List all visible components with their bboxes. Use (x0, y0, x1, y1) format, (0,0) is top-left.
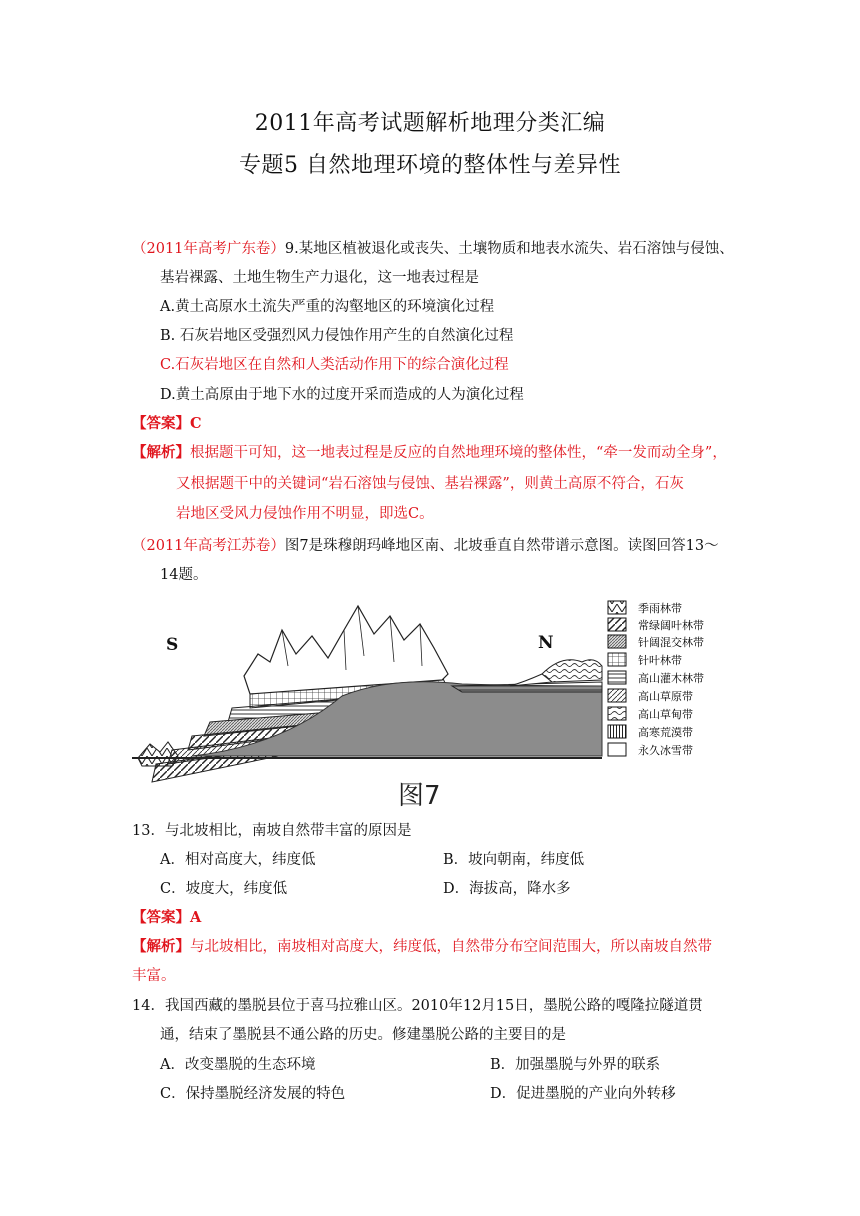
q9-option-a: A.黄土高原水土流失严重的沟壑地区的环境演化过程 (160, 299, 495, 315)
legend-label: 高山草甸带 (638, 708, 693, 721)
q9-source: （2011年高考广东卷） (132, 241, 285, 257)
legend-swatch (608, 707, 626, 720)
q9-option-b: B. 石灰岩地区受强烈风力侵蚀作用产生的自然演化过程 (160, 328, 514, 344)
doc-subtitle: 专题5 自然地理环境的整体性与差异性 (239, 153, 621, 178)
q9-option-d: D.黄土高原由于地下水的过度开采而造成的人为演化过程 (160, 387, 524, 403)
js-intro-line1 (132, 536, 719, 556)
legend-label: 季雨林带 (638, 602, 682, 615)
figure-caption: 图7 (398, 781, 441, 810)
legend-label: 针叶林带 (638, 654, 682, 667)
q9-explanation-line1 (132, 443, 727, 463)
q9-explanation-line3: 岩地区受风力侵蚀作用不明显，即选C。 (176, 506, 434, 522)
js-source: （2011年高考江苏卷） (132, 538, 285, 554)
q13-explanation-text: 与北坡相比，南坡相对高度大，纬度低，自然带分布空间范围大，所以南坡自然带 (190, 939, 712, 955)
legend-label: 高寒荒漠带 (638, 726, 693, 739)
figure-legend (608, 601, 704, 757)
legend-swatch (608, 743, 626, 756)
q9-answer: 【答案】C (132, 415, 202, 432)
legend-swatch (608, 653, 626, 666)
legend-swatch (608, 671, 626, 684)
doc-title: 2011年高考试题解析地理分类汇编 (254, 111, 606, 136)
q9-explanation-line2: 又根据题干中的关键词“岩石溶蚀与侵蚀、基岩裸露”，则黄土高原不符合，石灰 (176, 476, 684, 492)
figure-label-s: S (166, 635, 179, 655)
js-intro-line2: 14题。 (160, 567, 208, 583)
js-intro-text: 图7是珠穆朗玛峰地区南、北坡垂直自然带谱示意图。读图回答13～ (284, 538, 719, 554)
figure-7 (132, 596, 744, 810)
q13-option-c: C．坡度大，纬度低 (160, 881, 288, 897)
q13-option-b: B．坡向朝南，纬度低 (443, 852, 585, 868)
legend-label: 高山灌木林带 (638, 672, 704, 685)
figure-label-n: N (538, 633, 554, 653)
legend-swatch (608, 725, 626, 738)
q14-stem-line1: 14．我国西藏的墨脱县位于喜马拉雅山区。2010年12月15日，墨脱公路的嘎隆拉隧道贯 (132, 998, 703, 1014)
q14-option-c: C．保持墨脱经济发展的特色 (160, 1086, 346, 1102)
q14-option-a: A．改变墨脱的生态环境 (160, 1057, 316, 1073)
q9-stem-text: 9.某地区植被退化或丧失、土壤物质和地表水流失、岩石溶蚀与侵蚀、 (284, 241, 734, 257)
q13-option-a: A．相对高度大，纬度低 (160, 852, 316, 868)
q9-stem-line2: 基岩裸露、土地生物生产力退化，这一地表过程是 (160, 270, 479, 286)
legend-swatch (608, 635, 626, 648)
q13-option-d: D．海拔高，降水多 (443, 881, 571, 897)
q13-explanation-tag: 【解析】 (132, 938, 190, 955)
q13-explanation-line1 (132, 937, 712, 957)
legend-label: 高山草原带 (638, 690, 693, 703)
legend-label: 针阔混交林带 (638, 636, 704, 649)
q14-option-b: B．加强墨脱与外界的联系 (490, 1057, 661, 1073)
q9-explanation-text: 根据题干可知，这一地表过程是反应的自然地理环境的整体性，“牵一发而动全身”， (190, 445, 727, 461)
legend-swatch (608, 689, 626, 702)
mountain-zonation-diagram (132, 596, 744, 810)
legend-swatch (608, 601, 626, 614)
q13-answer: 【答案】A (132, 909, 202, 926)
q14-stem-line2: 通，结束了墨脱县不通公路的历史。修建墨脱公路的主要目的是 (160, 1027, 566, 1043)
q9-option-c: C.石灰岩地区在自然和人类活动作用下的综合演化过程 (160, 357, 509, 373)
legend-label: 常绿阔叶林带 (638, 619, 704, 632)
q13-stem: 13．与北坡相比，南坡自然带丰富的原因是 (132, 823, 412, 839)
legend-label: 永久冰雪带 (638, 744, 693, 757)
q14-option-d: D．促进墨脱的产业向外转移 (490, 1086, 676, 1102)
q9-stem-line1 (132, 239, 734, 259)
q9-explanation-tag: 【解析】 (132, 444, 190, 461)
legend-swatch (608, 618, 626, 631)
q13-explanation-line2: 丰富。 (132, 968, 176, 984)
